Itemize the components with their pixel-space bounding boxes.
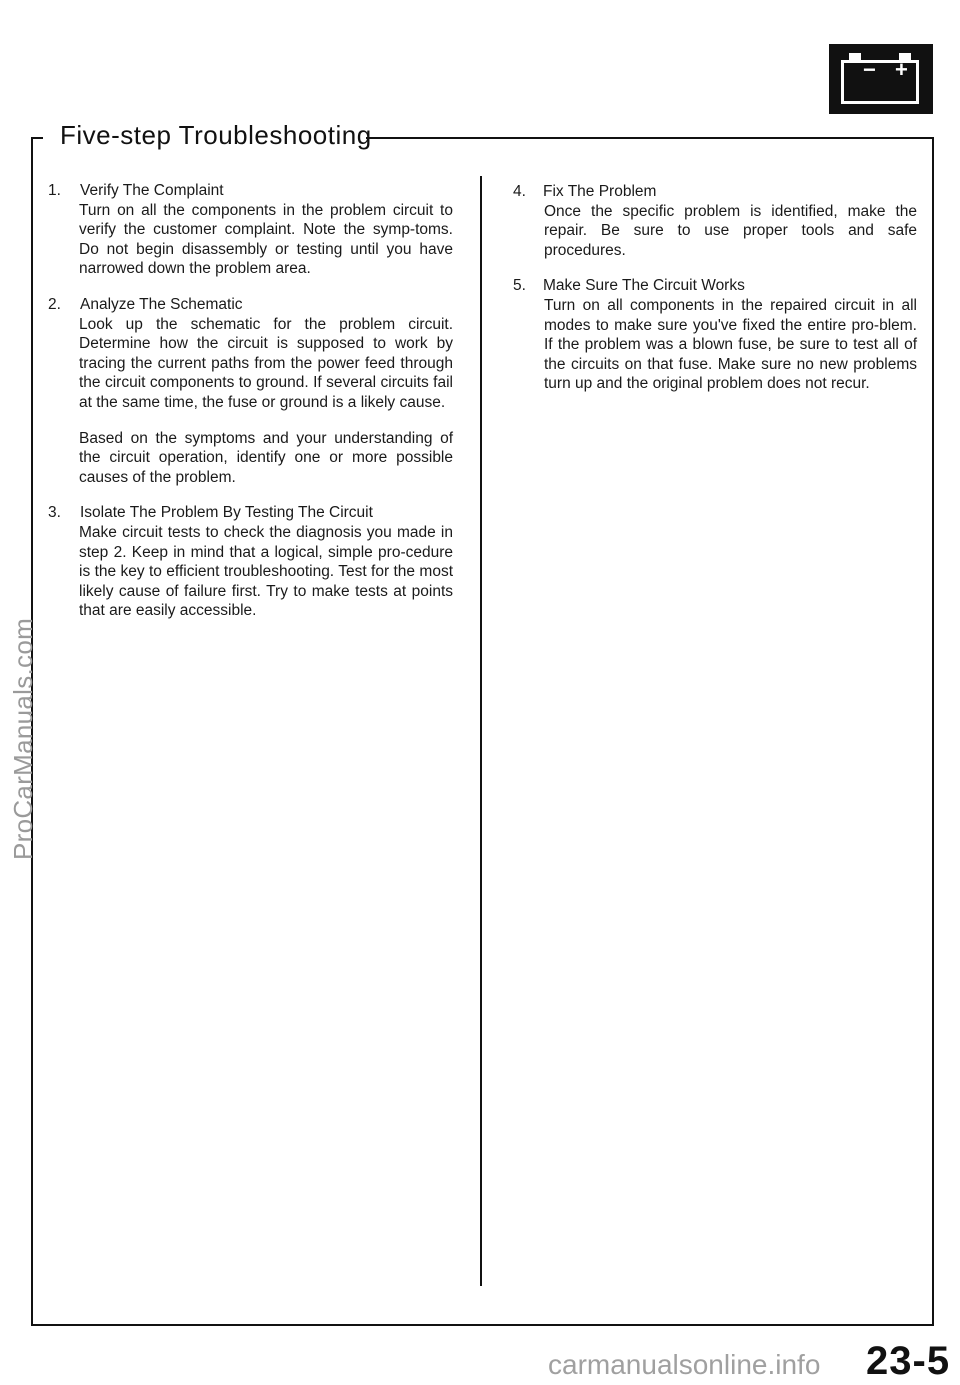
step-title: Analyze The Schematic — [80, 295, 243, 313]
step-3 — [48, 503, 453, 621]
column-divider — [480, 176, 482, 1286]
step-number: 5. — [513, 277, 526, 295]
step-paragraph: Turn on all components in the repaired circuit in all modes to make sure you've fixed the entire pro-blem. If the problem was a blown fuse, be sure to test all of the circuits on that fuse. Make sure no new problems turn up and the original problem does not recur. — [544, 296, 917, 393]
battery-plus-sign: + — [895, 57, 908, 82]
right-column — [513, 182, 917, 410]
step-body — [79, 201, 453, 279]
frame-top-right-line — [366, 137, 934, 139]
step-paragraph: Based on the symptoms and your understanding of the circuit operation, identify one or more possible causes of the problem. — [79, 429, 453, 486]
step-heading — [513, 182, 917, 202]
battery-minus-sign: − — [863, 57, 876, 82]
step-body — [544, 202, 917, 261]
section-title: Five-step Troubleshooting — [60, 120, 372, 150]
bottom-watermark: carmanualsonline.info — [548, 1349, 821, 1380]
step-paragraph: Turn on all the components in the problem circuit to verify the customer complaint. Note the symp-toms. Do not begin disassembly or testing until you have narrowed down the problem area. — [79, 201, 453, 278]
frame-right-line — [932, 137, 934, 1326]
step-title: Verify The Complaint — [80, 182, 224, 199]
step-title: Make Sure The Circuit Works — [543, 277, 745, 295]
step-number: 4. — [513, 183, 526, 200]
step-paragraph: Make circuit tests to check the diagnosis you made in step 2. Keep in mind that a logical, simple pro-cedure is the key to efficient troubleshooting. Test for the most likely cause of failure first. Try to make tests at points that are easily accessible. — [79, 523, 453, 620]
step-body — [79, 315, 453, 488]
step-5 — [513, 276, 917, 394]
frame-bottom-line — [31, 1324, 934, 1326]
step-body — [544, 296, 917, 394]
step-title: Fix The Problem — [543, 183, 657, 200]
step-heading — [48, 181, 453, 201]
step-1 — [48, 181, 453, 279]
step-number: 3. — [48, 504, 61, 522]
step-body — [79, 523, 453, 621]
left-column — [48, 181, 453, 637]
step-heading — [513, 276, 917, 296]
step-paragraph: Once the specific problem is identified, make the repair. Be sure to use proper tools and safe procedures. — [544, 202, 917, 259]
step-2 — [48, 295, 453, 487]
step-heading — [48, 503, 453, 523]
side-watermark: ProCarManuals.com — [8, 617, 38, 860]
step-title: Isolate The Problem By Testing The Circuit — [80, 504, 373, 522]
step-number: 2. — [48, 295, 61, 313]
step-heading — [48, 295, 453, 315]
step-4 — [513, 182, 917, 260]
step-number: 1. — [48, 182, 61, 199]
page-number: 23-5 — [866, 1339, 951, 1383]
battery-icon — [829, 44, 933, 114]
step-paragraph: Look up the schematic for the problem circuit. Determine how the circuit is supposed to work by tracing the current paths from the power feed through the circuit components to ground. If several circuits fail at the same time, the fuse or ground is a likely cause. — [79, 315, 453, 411]
